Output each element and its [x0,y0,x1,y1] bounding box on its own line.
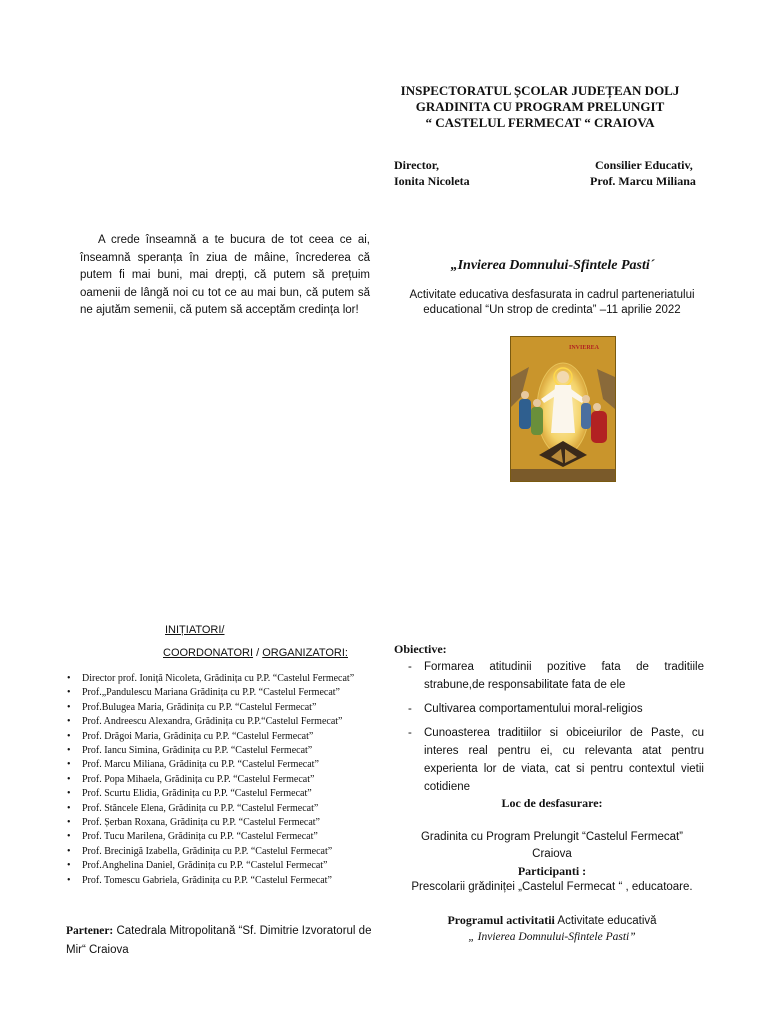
faith-quote: A crede înseamnă a te bucura de tot ceea ce ai, înseamnă speranța în ziua de mâine, încrederea că putem fi mai buni, mai drepți, că putem să prețuim oamenii de lângă noi cu tot ce au mai bun, că putem să ne ajutăm semenii, că putem să acceptăm credința lor! [80,234,370,316]
program-text: Activitate educativă [554,915,657,927]
list-item: • Prof. Stăncele Elena, Grădinița cu P.P. “Castelul Fermecat” [82,802,394,816]
event-title: „Invierea Domnului-Sfintele Pasti´ [450,258,655,273]
partner-label: Partener: [66,925,114,937]
header-line-2: GRADINITA CU PROGRAM PRELUNGIT [415,99,665,114]
resurrection-icon-image [510,336,616,482]
program-subtitle: „ Invierea Domnului-Sfintele Pasti” [468,931,636,943]
list-item: • Prof.Bulugea Maria, Grădinița cu P.P. “Castelul Fermecat” [82,701,394,715]
coordinators-heading [163,647,348,659]
list-item: • Prof.Anghelina Daniel, Grădinița cu P.P. “Castelul Fermecat” [82,859,394,873]
director-name: Ionita Nicoleta [394,174,470,188]
objective-item: - Cultivarea comportamentului moral-religios [408,700,704,718]
organizers-label: ORGANIZATORI: [262,647,348,659]
counselor-name: Prof. Marcu Miliana [590,174,696,188]
organizers-list [66,672,394,888]
objective-item: - Formarea atitudinii pozitive fata de traditiile strabune,de responsabilitate fata de ele [408,658,704,694]
list-item: • Prof. Iancu Simina, Grădinița cu P.P. “Castelul Fermecat” [82,744,394,758]
location-line-2: Craiova [532,848,572,860]
resurrection-icon [511,337,615,481]
list-item: • Prof. Brecinigă Izabella, Grădinița cu P.P. “Castelul Fermecat” [82,845,394,859]
participants-title: Participanti : [517,864,587,878]
list-item: • Prof. Scurtu Elidia, Grădinița cu P.P. “Castelul Fermecat” [82,787,394,801]
header-line-1: INSPECTORATUL ȘCOLAR JUDEȚEAN DOLJ [400,83,680,98]
list-item: • Prof. Tucu Marilena, Grădinița cu P.P. “Castelul Fermecat” [82,830,394,844]
list-item: • Prof. Tomescu Gabriela, Grădinița cu P.P. “Castelul Fermecat” [82,874,394,888]
list-item: • Prof. Șerban Roxana, Grădinița cu P.P. “Castelul Fermecat” [82,816,394,830]
initiators-heading: INIȚIATORI/ [165,624,225,636]
heading-separator: / [253,647,263,659]
program-label: Programul activitatii [447,913,555,927]
list-item: • Prof. Andreescu Alexandra, Grădinița cu P.P.“Castelul Fermecat” [82,715,394,729]
objectives-list [408,658,704,802]
icon-label: INVIEREA [569,345,600,351]
objective-item: - Cunoasterea traditiilor si obiceiurilor de Paste, cu interes real pentru ei, cu relevanta atat pentru experienta lor de viata, cat si pentru contextul vietii cotidiene [408,724,704,796]
participants-text: Prescolarii grădiniței „Castelul Fermecat “ , educatoare. [411,881,693,893]
list-item: • Director prof. Ioniță Nicoleta, Grădinița cu P.P. “Castelul Fermecat” [82,672,394,686]
partner-text: Catedrala Mitropolitană “Sf. Dimitrie Izvoratorul de Mir“ Craiova [66,925,372,956]
list-item: • Prof.„Pandulescu Mariana Grădinița cu P.P. “Castelul Fermecat” [82,686,394,700]
header-line-3: “ CASTELUL FERMECAT “ CRAIOVA [425,115,655,130]
event-description: Activitate educativa desfasurata in cadrul parteneriatului educational “Un strop de credinta” –11 aprilie 2022 [409,289,695,316]
list-item: • Prof. Marcu Miliana, Grădinița cu P.P. “Castelul Fermecat” [82,758,394,772]
coordinators-label: COORDONATORI [163,647,254,659]
list-item: • Prof. Drăgoi Maria, Grădinița cu P.P. “Castelul Fermecat” [82,730,394,744]
counselor-role: Consilier Educativ, [595,158,693,172]
location-title: Loc de desfasurare: [501,796,603,810]
location-line-1: Gradinita cu Program Prelungit “Castelul Fermecat” [420,831,684,843]
program-line [393,913,711,928]
objectives-title: Obiective: [394,642,447,656]
list-item: • Prof. Popa Mihaela, Grădinița cu P.P. “Castelul Fermecat” [82,773,394,787]
partner-info [66,922,376,960]
director-role: Director, [394,158,439,172]
